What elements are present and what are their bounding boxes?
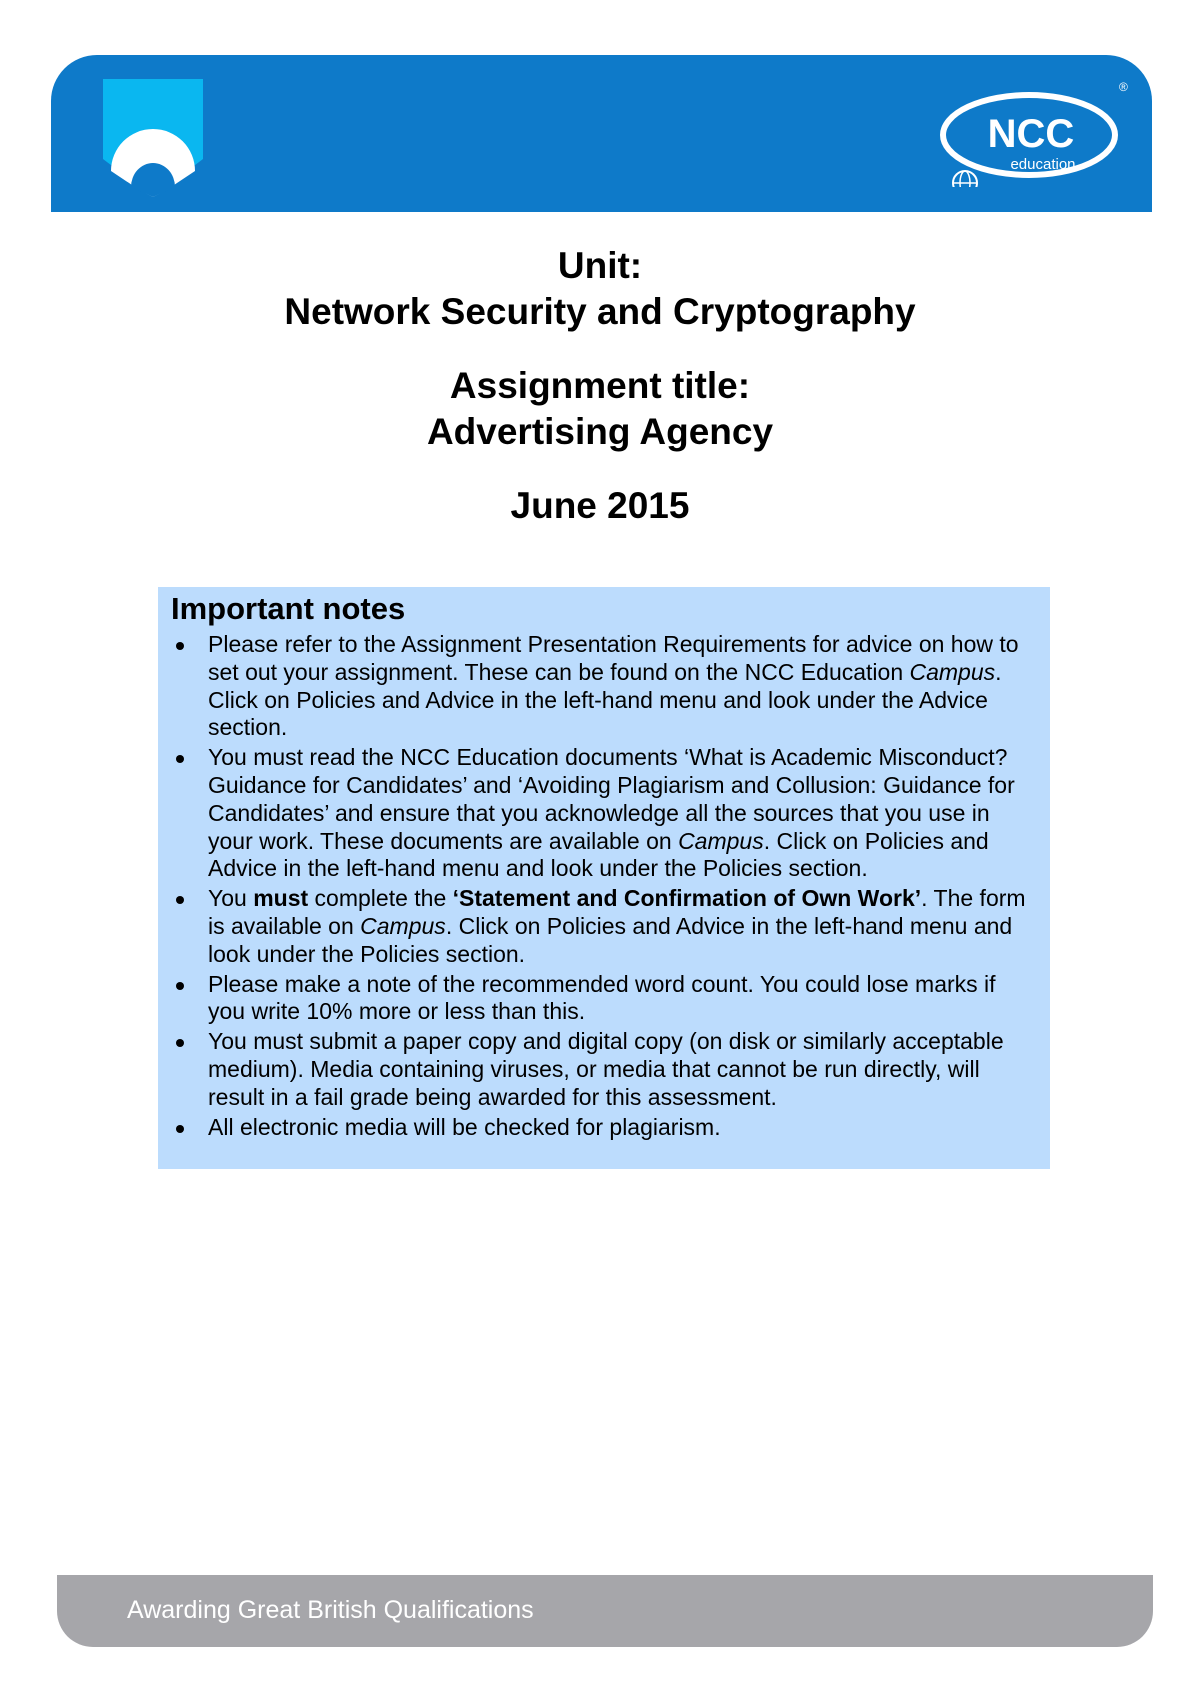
notes-list bbox=[170, 631, 1038, 1141]
bullet-icon bbox=[176, 982, 184, 990]
logo-subtext: education bbox=[1010, 156, 1076, 173]
globe-icon bbox=[953, 171, 977, 187]
note-text: . Click on Policies and Advice in the left-hand menu and look under the Policies section. bbox=[208, 912, 1013, 967]
shield-logo-icon bbox=[103, 79, 203, 197]
note-item bbox=[170, 885, 1038, 968]
note-text: Campus bbox=[360, 912, 446, 939]
registered-mark: ® bbox=[1119, 80, 1128, 94]
note-item bbox=[170, 971, 1038, 1027]
bullet-icon bbox=[176, 896, 184, 904]
assignment-name: Advertising Agency bbox=[426, 411, 774, 452]
important-notes-box bbox=[158, 587, 1050, 1169]
ncc-education-logo bbox=[931, 77, 1131, 187]
unit-name: Network Security and Cryptography bbox=[284, 291, 916, 332]
notes-heading: Important notes bbox=[171, 591, 406, 626]
note-text: must bbox=[253, 885, 309, 912]
note-text: All electronic media will be checked for plagiarism. bbox=[208, 1113, 721, 1140]
bullet-icon bbox=[176, 1039, 184, 1047]
note-text: You must submit a paper copy and digital copy (on disk or similarly acceptable medium). Media containing viruses, or media that cannot be run directly, will result in a fail grade being awarded for this assessment. bbox=[208, 1028, 1004, 1110]
bullet-icon bbox=[176, 755, 184, 763]
note-text: Campus bbox=[678, 827, 764, 854]
note-item bbox=[170, 631, 1038, 742]
note-item bbox=[170, 744, 1038, 883]
note-item bbox=[170, 1028, 1038, 1111]
note-text: Please make a note of the recommended word count. You could lose marks if you write 10% more or less than this. bbox=[208, 970, 996, 1025]
note-text: Please refer to the Assignment Presentation Requirements for advice on how to set out your assignment. These can be found on the NCC Education bbox=[208, 631, 1019, 685]
note-text: ‘Statement and Confirmation of Own Work’ bbox=[452, 885, 922, 912]
note-text: Campus bbox=[909, 658, 996, 685]
title-block bbox=[0, 243, 1200, 529]
bullet-icon bbox=[176, 1125, 184, 1133]
note-text: complete the bbox=[308, 885, 453, 912]
note-item bbox=[170, 1114, 1038, 1142]
note-text: . Click on Policies and Advice in the left-hand menu and look under the Policies section. bbox=[208, 827, 989, 882]
unit-label: Unit: bbox=[557, 245, 643, 286]
note-text: . The form is available on bbox=[208, 885, 1026, 939]
note-text: You bbox=[208, 885, 254, 912]
footer-tagline: Awarding Great British Qualifications bbox=[127, 1596, 534, 1624]
bullet-icon bbox=[176, 642, 184, 650]
assignment-label: Assignment title: bbox=[449, 365, 751, 406]
note-text: You must read the NCC Education documents ‘What is Academic Misconduct? Guidance for Candidates’ and ‘Avoiding Plagiarism and Collusion: Guidance for Candidates’ and ensure that you acknowledge all the sources that you use in your work. These documents are available on bbox=[208, 744, 1015, 854]
date: June 2015 bbox=[510, 485, 690, 526]
note-text: . Click on Policies and Advice in the left-hand menu and look under the Advice section. bbox=[208, 658, 1002, 741]
header-band bbox=[51, 55, 1152, 212]
logo-text: NCC bbox=[987, 112, 1075, 156]
footer-band bbox=[57, 1575, 1153, 1647]
